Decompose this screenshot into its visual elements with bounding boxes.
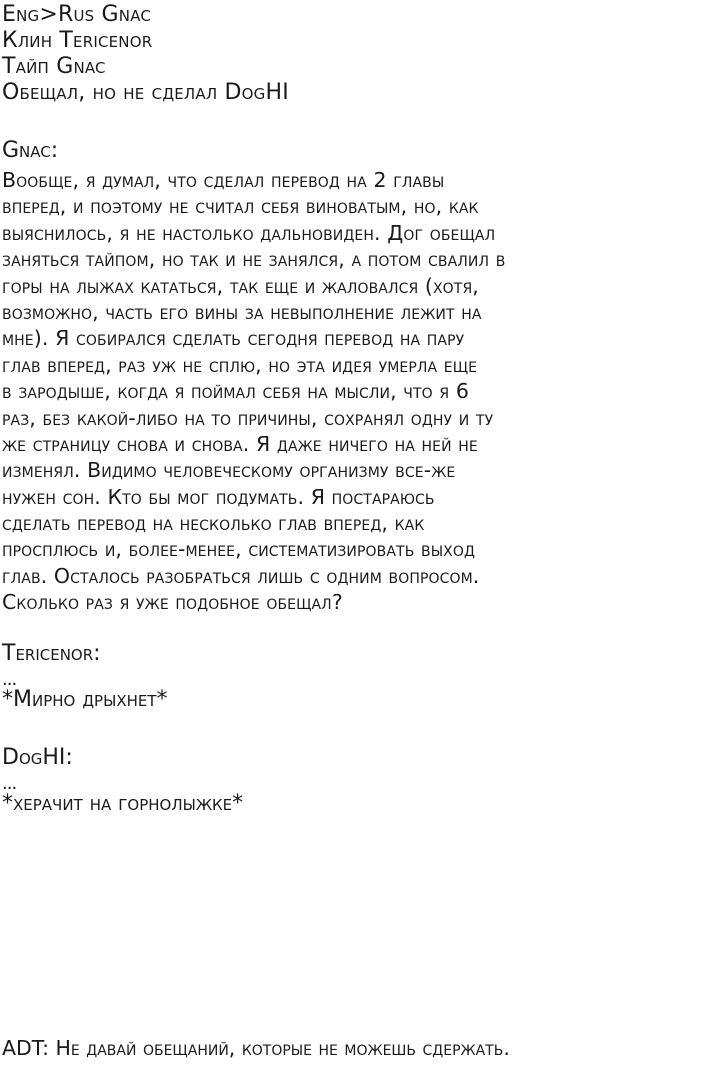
message-line: выяснилось, я не настолько дальновиден. Дог обещал: [2, 220, 496, 245]
tericenor-note: [2, 641, 718, 713]
gnac-message: [2, 167, 718, 616]
action-text: *Мирно дрыхнет*: [2, 687, 168, 712]
doghi-note: [2, 745, 718, 817]
message-line: же страницу снова и снова. Я даже ничего на ней не: [2, 431, 478, 456]
message-line: в зародыше, когда я поймал себя на мысли, что я 6: [2, 379, 469, 404]
speaker-tericenor: Tericenor:: [2, 641, 101, 666]
credit-cleaning: Клин Tericenor: [2, 28, 153, 53]
message-line: горы на лыжах кататься, так еще и жаловался (хотя,: [2, 273, 479, 298]
message-line: нужен сон. Кто бы мог подумать. Я постараюсь: [2, 484, 435, 509]
gnac-note: [2, 138, 718, 616]
message-line: Вообще, я думал, что сделал перевод на 2 главы: [2, 168, 445, 192]
message-line: сделать перевод на несколько глав вперед, как: [2, 511, 425, 536]
message-line: глав вперед, раз уж не сплю, но эта идея умерла еще: [2, 352, 478, 377]
message-line: раз, без какой-либо на то причины, сохранял одну и ту: [2, 405, 494, 430]
speaker-doghi: DogHI:: [2, 745, 73, 770]
message-line: глав. Осталось разобраться лишь с одним вопросом.: [2, 563, 480, 588]
credit-translation: Eng>Rus Gnac: [2, 2, 152, 27]
credits-block: [2, 2, 289, 106]
message-line: вперед, и поэтому не считал себя виноватым, но, как: [2, 194, 479, 219]
footer-note: ADT: Не давай обещаний, которые не можешь сдержать.: [2, 1036, 510, 1060]
ellipsis: ...: [2, 773, 17, 794]
credit-promised: Обещал, но не сделал DogHI: [2, 80, 289, 105]
ellipsis: ...: [2, 669, 17, 690]
message-line: мне). Я собирался сделать сегодня перевод на пару: [2, 326, 465, 351]
message-line: Сколько раз я уже подобное обещал?: [2, 590, 343, 615]
speaker-gnac: Gnac:: [2, 138, 59, 163]
message-line: изменял. Видимо человеческому организму все-же: [2, 458, 456, 483]
action-text: *херачит на горнолыжке*: [2, 791, 244, 816]
credit-typesetting: Тайп Gnac: [2, 54, 106, 79]
message-line: просплюсь и, более-менее, систематизировать выход: [2, 537, 476, 562]
message-line: возможно, часть его вины за невыполнение лежит на: [2, 299, 482, 324]
message-line: заняться тайпом, но так и не занялся, а потом свалил в: [2, 247, 506, 272]
